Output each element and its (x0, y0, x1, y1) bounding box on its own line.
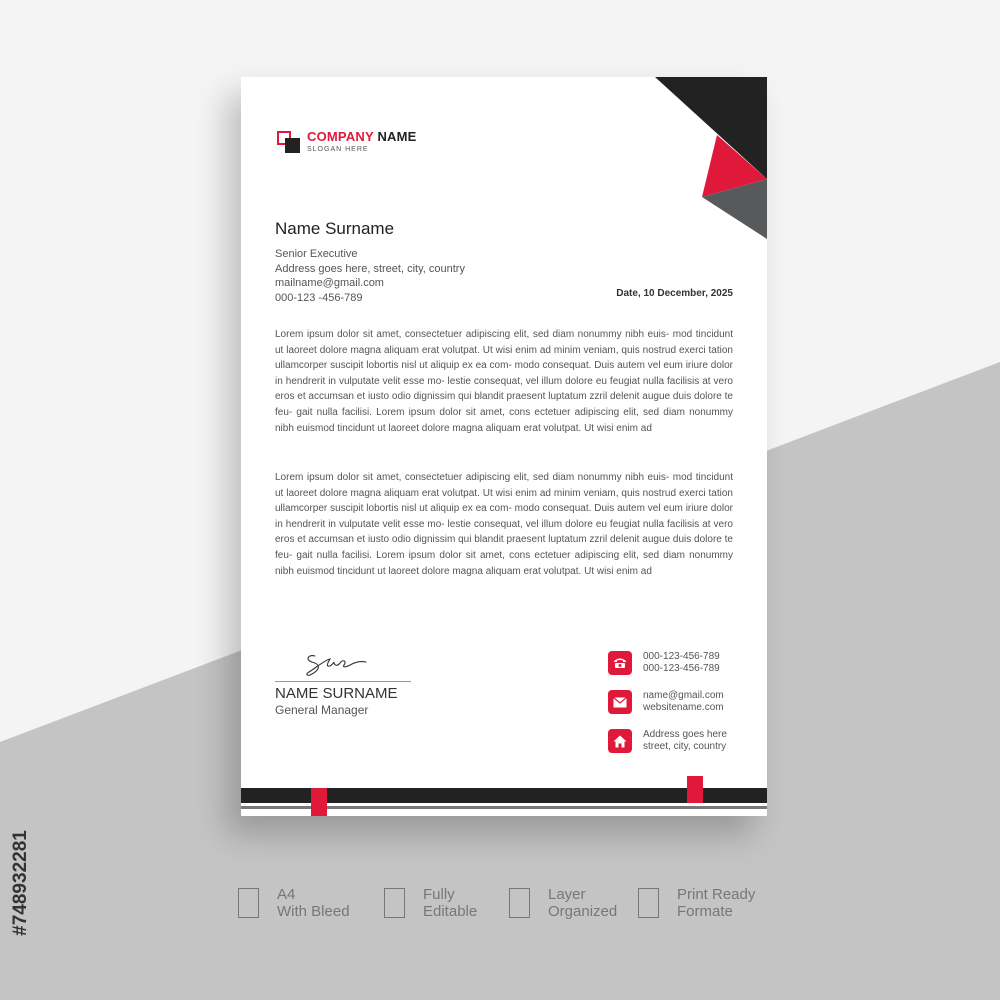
contact-address-line-2: street, city, country (643, 741, 727, 752)
checkbox-icon (509, 888, 530, 918)
contact-phone-line-2: 000-123-456-789 (643, 663, 720, 674)
feature-layer-line-1: Layer (548, 886, 586, 903)
signature-image (303, 647, 369, 679)
signatory-name: NAME SURNAME (275, 685, 398, 702)
checkbox-icon (384, 888, 405, 918)
company-name-dark: NAME (377, 129, 417, 144)
company-slogan: SLOGAN HERE (307, 146, 369, 153)
feature-editable (384, 886, 477, 920)
feature-a4-line-2: With Bleed (277, 903, 350, 920)
contact-phone (608, 649, 727, 677)
feature-editable-line-1: Fully (423, 886, 455, 903)
body-paragraph-1: Lorem ipsum dolor sit amet, consectetuer adipiscing elit, sed diam nonummy nibh euis- mod tincidunt ut laoreet dolore magna aliquam erat volutpat. Ut wisi enim ad minim veniam, quis nostrud exerci tation ullamcorper suscipit lobortis nisl ut aliquip ex ea com- modo consequat. Duis autem vel eum iriure dolor in hendrerit in vulputate velit esse mo- lestie consequat, vel illum dolore eu feugiat nulla facilisis at vero eros et accumsan et iusto odio dignissim qui blandit praesent luptatum zzril delenit augue duis dolore te feu- gait nulla facilisi. Lorem ipsum dolor sit amet, cons ectetuer adipiscing elit, sed diam nonummy nibh euismod tincidunt ut laoreet dolore magna aliquam erat volutpat. Ut wisi enim ad (275, 329, 733, 434)
company-name-red: COMPANY (307, 129, 374, 144)
feature-print-line-1: Print Ready (677, 886, 756, 903)
letterhead-page (241, 77, 767, 816)
contact-email-line-2: websitename.com (643, 702, 724, 713)
phone-icon (608, 651, 632, 675)
signatory-title: General Manager (275, 703, 369, 717)
feature-a4-line-1: A4 (277, 886, 296, 903)
sender-phone: 000-123 -456-789 (275, 291, 363, 304)
feature-layer-line-2: Organized (548, 903, 618, 920)
sender-address: Address goes here, street, city, country (275, 262, 465, 275)
sender-email: mailname@gmail.com (275, 277, 384, 289)
contact-address (608, 727, 727, 755)
contact-phone-line-1: 000-123-456-789 (643, 651, 720, 662)
sender-title: Senior Executive (275, 248, 358, 260)
feature-print (638, 886, 755, 920)
stock-id (9, 765, 33, 1000)
letter-date: Date, 10 December, 2025 (616, 288, 733, 299)
home-icon (608, 729, 632, 753)
signature-block (275, 647, 411, 717)
sender-block (275, 219, 465, 305)
contact-list (608, 649, 727, 766)
signature-line (275, 681, 411, 682)
checkbox-icon (238, 888, 259, 918)
body-paragraph-2: Lorem ipsum dolor sit amet, consectetuer adipiscing elit, sed diam nonummy nibh euis- mod tincidunt ut laoreet dolore magna aliquam erat volutpat. Ut wisi enim ad minim veniam, quis nostrud exerci tation ullamcorper suscipit lobortis nisl ut aliquip ex ea com- modo consequat. Duis autem vel eum iriure dolor in hendrerit in vulputate velit esse mo- lestie consequat, vel illum dolore eu feugiat nulla facilisis at vero eros et accumsan et iusto odio dignissim qui blandit praesent luptatum zzril delenit augue duis dolore te feu- gait nulla facilisi. Lorem ipsum dolor sit amet, cons ectetuer adipiscing elit, sed diam nonummy nibh euismod tincidunt ut laoreet dolore magna aliquam erat volutpat. Ut wisi enim ad (275, 472, 733, 577)
sender-name: Name Surname (275, 219, 395, 238)
footer-accent-right (687, 776, 703, 803)
logo-mark-icon (277, 131, 301, 153)
feature-a4 (238, 886, 350, 920)
feature-layer (509, 886, 617, 920)
company-logo (277, 130, 417, 153)
footer-accent-left (311, 788, 327, 816)
corner-decoration (655, 77, 767, 239)
contact-address-line-1: Address goes here (643, 729, 727, 740)
contact-email (608, 688, 727, 716)
mail-icon (608, 690, 632, 714)
contact-email-line-1: name@gmail.com (643, 690, 724, 701)
feature-print-line-2: Formate (677, 903, 733, 920)
checkbox-icon (638, 888, 659, 918)
feature-editable-line-2: Editable (423, 903, 478, 920)
company-name (307, 130, 417, 144)
stock-id-text: #748932281 (10, 829, 31, 936)
